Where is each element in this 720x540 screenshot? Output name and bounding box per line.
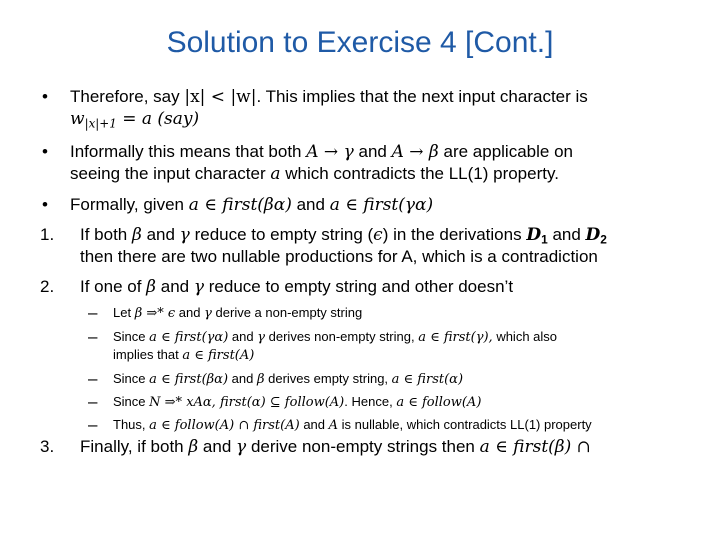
bullet-text (70, 194, 433, 216)
math-subscript: |x|+1 (84, 116, 117, 131)
math-expression: a ∈ follow(A) (396, 395, 482, 410)
text-run: are applicable on (443, 142, 573, 161)
math-expression: β (256, 372, 265, 387)
text-run: and (231, 371, 254, 386)
math-expression: D (585, 225, 601, 245)
text-run: implies that (113, 347, 179, 362)
dash-marker: – (88, 415, 98, 434)
text-run: derive non-empty strings then (250, 437, 475, 456)
bullet-marker: • (42, 87, 48, 106)
math-expression: a ∈ first(βα) (149, 372, 229, 387)
math-expression: A (328, 418, 339, 433)
math-expression: ϵ (373, 225, 383, 245)
math-subscript: 1 (541, 232, 548, 247)
math-expression: w (70, 109, 85, 129)
text-run: Since (113, 394, 146, 409)
math-expression: γ (236, 437, 247, 457)
text-run: Finally, if both (80, 437, 184, 456)
bullet-marker: • (42, 142, 48, 161)
math-expression: a ∈ first(A) (182, 348, 255, 363)
text-run: and (160, 277, 190, 296)
text-run: and (358, 142, 387, 161)
text-run: and (231, 329, 254, 344)
item-number: 3. (40, 437, 55, 456)
dash-marker: – (88, 392, 98, 411)
math-expression: β (146, 277, 156, 297)
text-run: and (296, 195, 325, 214)
item-text: then there are two nullable productions for A, which is a contradiction (80, 247, 598, 266)
item-number: 1. (40, 225, 55, 244)
sub-item-text (113, 344, 254, 367)
text-run: Since (113, 371, 146, 386)
sub-item-text (113, 368, 463, 391)
sub-item-text (113, 302, 362, 325)
item-text (80, 224, 607, 246)
text-run: Let (113, 305, 132, 320)
math-expression: β (188, 437, 199, 457)
math-expression: γ (257, 330, 266, 345)
text-run: and (178, 305, 201, 320)
text-run: which contradicts the LL(1) property. (285, 164, 559, 183)
text-run: derives non-empty string, (268, 329, 415, 344)
text-run: derives empty string, (268, 371, 389, 386)
math-expression: a ∈ first(βα) (188, 195, 292, 215)
bullet-text (70, 141, 573, 163)
math-expression: γ (193, 277, 205, 297)
text-run: . Hence, (344, 394, 393, 409)
text-run: Therefore, say (70, 87, 180, 106)
sub-item-text (113, 414, 592, 437)
text-run: which also (496, 329, 558, 344)
item-text (80, 276, 513, 298)
text-run: and (303, 417, 326, 432)
text-run: ) in the derivations (382, 225, 522, 244)
bullet-text (70, 86, 588, 108)
bullet-text (70, 163, 559, 185)
bullet-text (70, 108, 199, 130)
math-expression: a ∈ first(γα) (329, 195, 434, 215)
math-expression: A → β (391, 142, 439, 162)
sub-item-text (113, 391, 481, 414)
math-expression: a ∈ first(α) (391, 372, 464, 387)
item-text (80, 436, 591, 458)
text-run: If one of (80, 277, 142, 296)
math-expression: N ⇒* xAα, first(α) ⊆ follow(A) (149, 395, 345, 410)
math-expression: γ (179, 225, 190, 245)
math-expression: a ∈ follow(A) ∩ first(A) (149, 418, 300, 433)
math-subscript: 2 (600, 232, 607, 247)
text-run: and (552, 225, 581, 244)
text-run: . This implies that the next input character is (256, 87, 588, 106)
text-run: seeing the input character (70, 164, 266, 183)
bullet-marker: • (42, 195, 48, 214)
math-expression: a ∈ first(β) ∩ (479, 437, 591, 457)
dash-marker: – (88, 303, 98, 322)
math-expression: = a (say) (116, 109, 200, 129)
math-expression: a ∈ first(γ), (418, 330, 493, 345)
dash-marker: – (88, 369, 98, 388)
slide-title: Solution to Exercise 4 [Cont.] (166, 26, 554, 59)
text-run: reduce to empty string ( (194, 225, 374, 244)
math-expression: a (270, 164, 281, 184)
text-run: Formally, given (70, 195, 184, 214)
item-number: 2. (40, 277, 55, 296)
text-run: Since (113, 329, 146, 344)
text-run: If both (80, 225, 128, 244)
math-expression: β (132, 225, 142, 245)
text-run: is nullable, which contradicts LL(1) property (341, 417, 592, 432)
text-run: derive a non-empty string (215, 305, 363, 320)
math-expression: A → γ (306, 142, 354, 162)
slide-content (0, 86, 720, 457)
math-expression: a ∈ first(γα) (149, 330, 229, 345)
text-run: and (146, 225, 175, 244)
math-expression: β ⇒* ϵ (134, 306, 176, 321)
text-run: reduce to empty string and other doesn’t (208, 277, 514, 296)
math-expression: D (526, 225, 542, 245)
dash-marker: – (88, 327, 98, 346)
text-run: Informally this means that both (70, 142, 302, 161)
math-expression: |x| < |w| (184, 87, 257, 107)
math-expression: γ (204, 306, 212, 321)
text-run: Thus, (113, 417, 146, 432)
text-run: and (202, 437, 232, 456)
